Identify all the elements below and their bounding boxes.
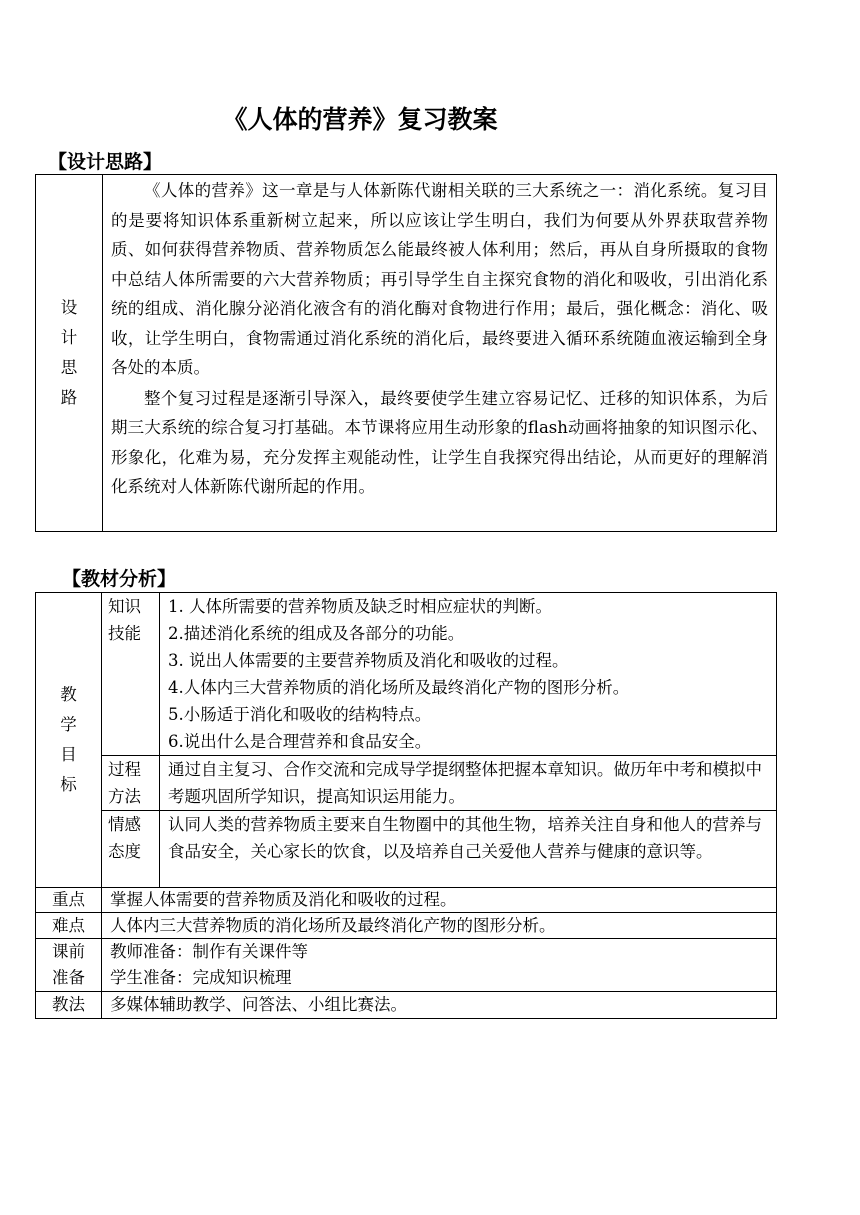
label-line: 过程 [108,760,141,779]
process-text: 通过自主复习、合作交流和完成导学提纲整体把握本章知识。做历年中考和模拟中考题巩固所学知识，提高知识运用能力。 [160,756,777,811]
knowledge-items [160,593,777,756]
method-text: 多媒体辅助教学、问答法、小组比赛法。 [102,992,777,1019]
process-label [102,756,160,811]
key-point-text: 掌握人体需要的营养物质及消化和吸收的过程。 [102,888,777,913]
design-paragraph-2: 整个复习过程是逐渐引导深入，最终要使学生建立容易记忆、迁移的知识体系，为后期三大系统的综合复习打基础。本节课将应用生动形象的flash动画将抽象的知识图示化、形象化，化难为易，充分发挥主观能动性，让学生自我探究得出结论，从而更好的理解消化系统对人体新陈代谢所起的作用。 [111,388,768,496]
analysis-table [35,592,777,1019]
method-label: 教法 [36,992,102,1019]
label-line: 准备 [52,968,85,987]
label-char: 设 [60,298,78,317]
label-line: 方法 [108,787,141,806]
preparation-label [36,939,102,992]
knowledge-item: 2.描述消化系统的组成及各部分的功能。 [168,624,465,643]
emotion-label [102,811,160,888]
preparation-line: 教师准备：制作有关课件等 [110,942,308,961]
preparation-text [102,939,777,992]
label-char: 计 [60,328,78,347]
label-line: 情感 [108,815,141,834]
label-char: 目 [60,745,77,764]
label-char: 路 [60,388,78,407]
design-row-label [36,175,103,532]
goals-label [36,593,102,888]
design-content [103,175,777,532]
section-heading-analysis: 【教材分析】 [62,568,177,590]
knowledge-item: 3. 说出人体需要的主要营养物质及消化和吸收的过程。 [168,651,569,670]
label-char: 标 [60,775,77,794]
emotion-text: 认同人类的营养物质主要来自生物圈中的其他生物，培养关注自身和他人的营养与食品安全，关心家长的饮食，以及培养自己关爱他人营养与健康的意识等。 [160,811,777,888]
label-char: 学 [60,715,77,734]
knowledge-item: 6.说出什么是合理营养和食品安全。 [168,732,432,751]
difficulty-text: 人体内三大营养物质的消化场所及最终消化产物的图形分析。 [102,913,777,939]
label-char: 思 [60,358,78,377]
key-point-label: 重点 [36,888,102,913]
knowledge-label [102,593,160,756]
label-line: 知识 [108,597,141,616]
difficulty-label: 难点 [36,913,102,939]
knowledge-item: 5.小肠适于消化和吸收的结构特点。 [168,705,432,724]
design-paragraph-1: 《人体的营养》这一章是与人体新陈代谢相关联的三大系统之一：消化系统。复习目的是要将知识体系重新树立起来，所以应该让学生明白，我们为何要从外界获取营养物质、如何获得营养物质、营养物质怎么能最终被人体利用；然后，再从自身所摄取的食物中总结人体所需要的六大营养物质；再引导学生自主探究食物的消化和吸收，引出消化系统的组成、消化腺分泌消化液含有的消化酶对食物进行作用；最后，强化概念：消化、吸收，让学生明白，食物需通过消化系统的消化后，最终要进入循环系统随血液运输到全身各处的本质。 [111,181,768,377]
label-line: 课前 [52,942,85,961]
label-char: 教 [60,685,77,704]
knowledge-item: 4.人体内三大营养物质的消化场所及最终消化产物的图形分析。 [168,678,630,697]
section-heading-design: 【设计思路】 [48,151,163,173]
preparation-line: 学生准备：完成知识梳理 [110,968,292,987]
knowledge-item: 1. 人体所需要的营养物质及缺乏时相应症状的判断。 [168,597,552,616]
document-title: 《人体的营养》复习教案 [222,105,498,134]
label-line: 态度 [108,842,141,861]
label-line: 技能 [108,624,141,643]
design-table [35,174,777,532]
